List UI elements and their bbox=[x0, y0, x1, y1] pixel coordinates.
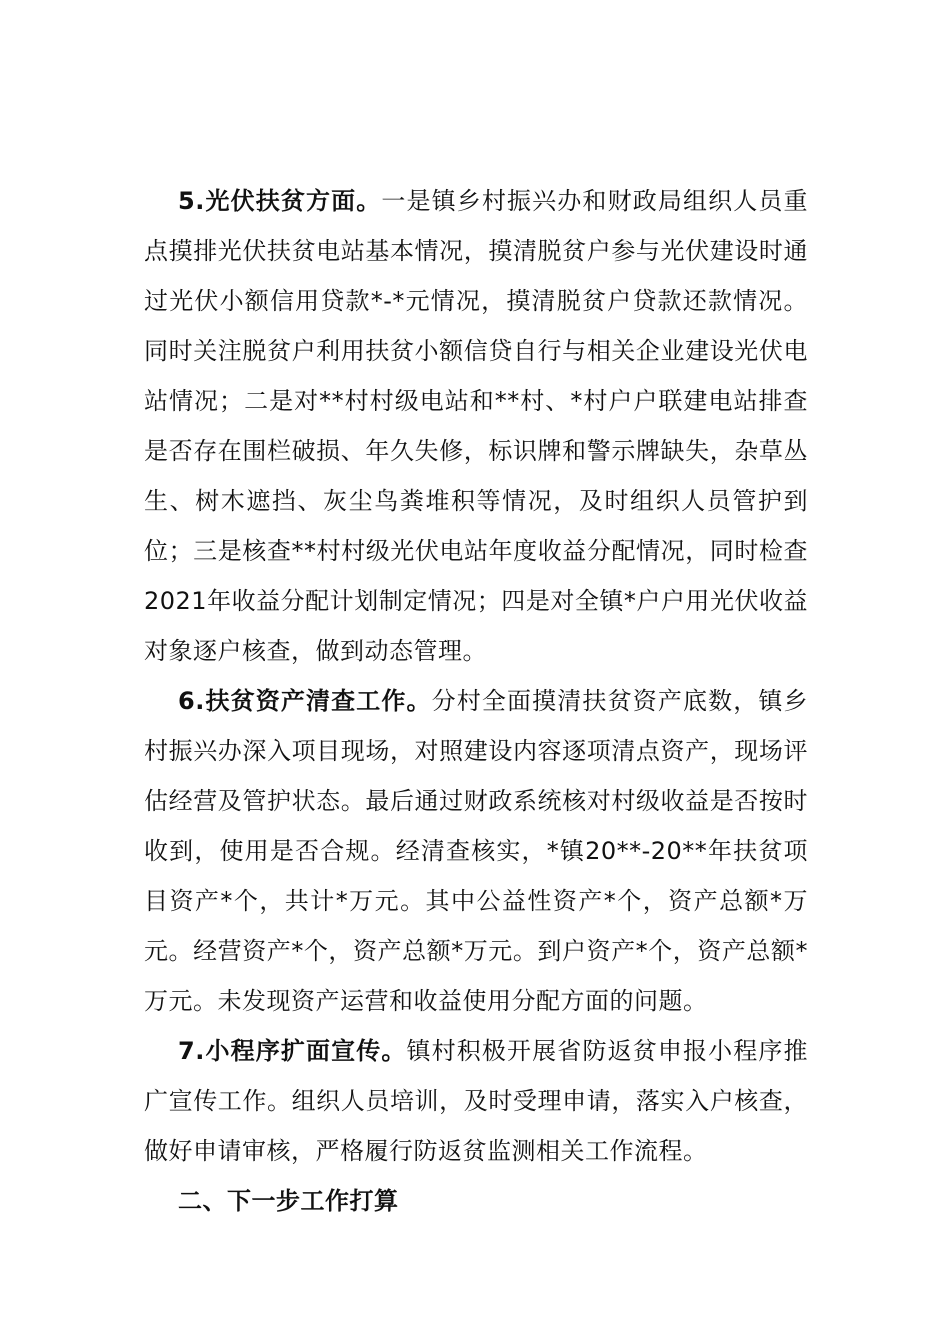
paragraph-text: 分村全面摸清扶贫资产底数，镇乡村振兴办深入项目现场，对照建设内容逐项清点资产，现场评估经营及管护状态。最后通过财政系统核对村级收益是否按时收到，使用是否合规。经清查核实，*镇20**-20**年扶贫项目资产*个，共计*万元。其中公益性资产*个，资产总额*万元。经营资产*个，资产总额*万元。到户资产*个，资产总额*万元。未发现资产运营和收益使用分配方面的问题。 bbox=[144, 687, 808, 1015]
paragraph-photovoltaic bbox=[144, 176, 808, 676]
paragraph-lead: 5.光伏扶贫方面。 bbox=[178, 187, 382, 215]
paragraph-lead: 6.扶贫资产清查工作。 bbox=[178, 687, 432, 715]
paragraph-mini-program bbox=[144, 1026, 808, 1176]
document-body bbox=[144, 176, 808, 1226]
paragraph-text: 镇村积极开展省防返贫申报小程序推广宣传工作。组织人员培训，及时受理申请，落实入户核查，做好申请审核，严格履行防返贫监测相关工作流程。 bbox=[144, 1037, 808, 1165]
paragraph-lead: 7.小程序扩面宣传。 bbox=[178, 1037, 407, 1065]
section-heading: 二、下一步工作打算 bbox=[178, 1187, 399, 1215]
paragraph-text: 一是镇乡村振兴办和财政局组织人员重点摸排光伏扶贫电站基本情况，摸清脱贫户参与光伏建设时通过光伏小额信用贷款*-*元情况，摸清脱贫户贷款还款情况。同时关注脱贫户利用扶贫小额信贷自行与相关企业建设光伏电站情况；二是对**村村级电站和**村、*村户户联建电站排查是否存在围栏破损、年久失修，标识牌和警示牌缺失，杂草丛生、树木遮挡、灰尘鸟粪堆积等情况，及时组织人员管护到位；三是核查**村村级光伏电站年度收益分配情况，同时检查2021年收益分配计划制定情况；四是对全镇*户户用光伏收益对象逐户核查，做到动态管理。 bbox=[144, 187, 808, 665]
paragraph-asset-inventory bbox=[144, 676, 808, 1026]
